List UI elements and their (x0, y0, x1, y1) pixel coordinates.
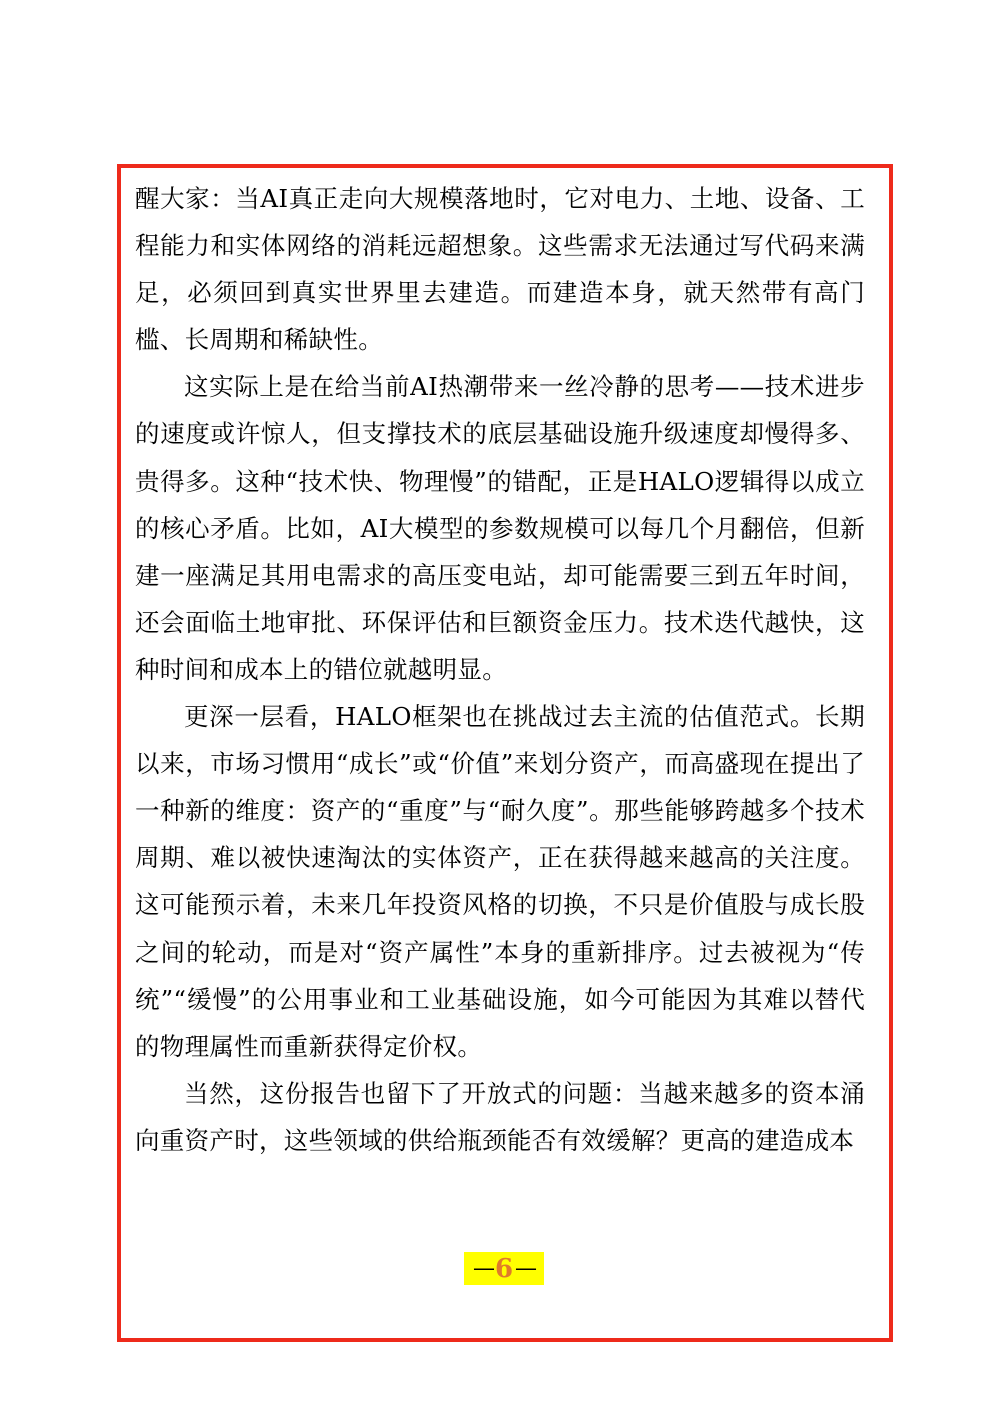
paragraph-2: 这实际上是在给当前AI热潮带来一丝冷静的思考——技术进步的速度或许惊人，但支撑技术的底层基础设施升级速度却慢得多、贵得多。这种“技术快、物理慢”的错配，正是HALO逻辑得以成立的核心矛盾。比如，AI大模型的参数规模可以每几个月翻倍，但新建一座满足其用电需求的高压变电站，却可能需要三到五年时间，还会面临土地审批、环保评估和巨额资金压力。技术迭代越快，这种时间和成本上的错位就越明显。 (135, 372, 865, 684)
page-number-left-dash: — (472, 1256, 493, 1281)
document-body (135, 175, 865, 1164)
paragraph-3: 更深一层看，HALO框架也在挑战过去主流的估值范式。长期以来，市场习惯用“成长”或“价值”来划分资产，而高盛现在提出了一种新的维度：资产的“重度”与“耐久度”。那些能够跨越多个技术周期、难以被快速淘汰的实体资产，正在获得越来越高的关注度。这可能预示着，未来几年投资风格的切换，不只是价值股与成长股之间的轮动，而是对“资产属性”本身的重新排序。过去被视为“传统”“缓慢”的公用事业和工业基础设施，如今可能因为其难以替代的物理属性而重新获得定价权。 (135, 702, 865, 1061)
paragraph-1: 醒大家：当AI真正走向大规模落地时，它对电力、土地、设备、工程能力和实体网络的消耗远超想象。这些需求无法通过写代码来满足，必须回到真实世界里去建造。而建造本身，就天然带有高门槛、长周期和稀缺性。 (135, 184, 865, 355)
page-number-badge (464, 1252, 544, 1285)
page-number-right-dash: — (515, 1256, 536, 1281)
page-number-value: 6 (494, 1253, 514, 1284)
paragraph-4: 当然，这份报告也留下了开放式的问题：当越来越多的资本涌向重资产时，这些领域的供给瓶颈能否有效缓解？更高的建造成本 (135, 1078, 865, 1155)
